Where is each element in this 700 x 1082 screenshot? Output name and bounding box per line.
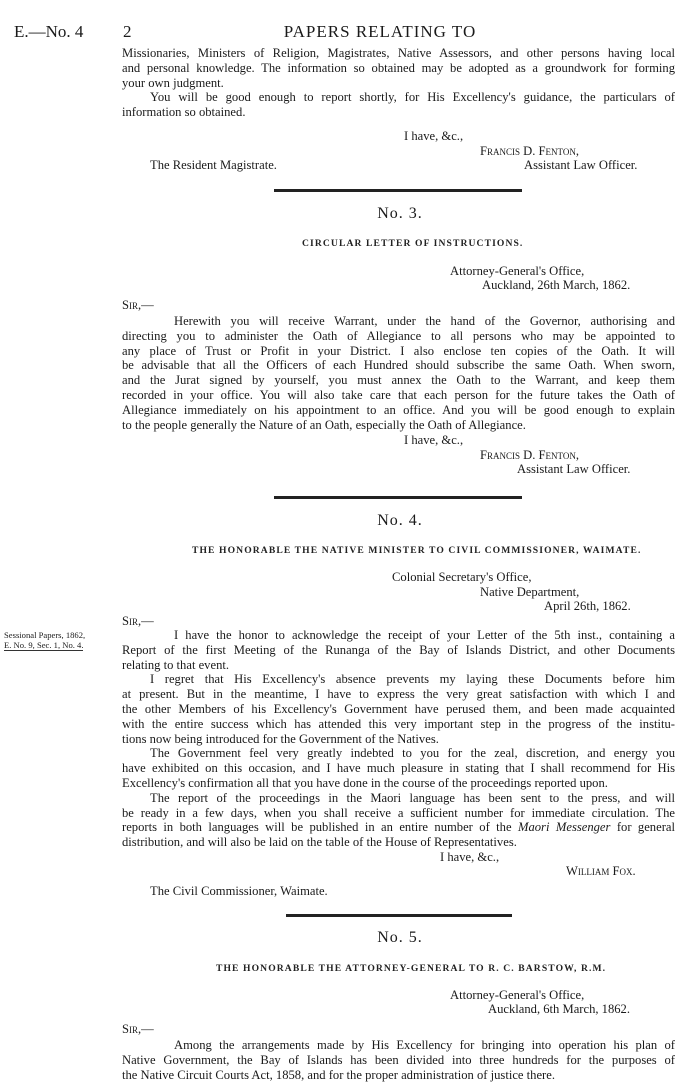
place-date: Auckland, 26th March, 1862. <box>482 278 631 292</box>
salutation: Sir,— <box>122 1022 154 1036</box>
text-line: and personal knowledge. The information so obtained may be adopted as a groundwork for forming <box>122 60 675 75</box>
text-line: Native Government, the Bay of Islands has been divided into three hundreds for the purposes of <box>122 1052 675 1067</box>
text-line: I regret that His Excellency's absence prevents my laying these Documents before him <box>150 672 675 687</box>
text-line: Report of the first Meeting of the Runanga of the Bay of Islands District, and other Documents <box>122 642 675 657</box>
office: Colonial Secretary's Office, <box>392 570 532 584</box>
text-line: Missionaries, Ministers of Religion, Magistrates, Native Assessors, and other persons having local <box>122 46 675 60</box>
closing: I have, &c., <box>440 850 500 864</box>
side-note-line: E. No. 9, Sec. 1, No. 4. <box>4 640 84 650</box>
text-line: any place of Trust or Profit in your District. I also enclose ten copies of the Oath. It will <box>122 343 675 358</box>
text-line: the other Members of his Excellency's Government have perused them, and been made acquainted <box>122 701 675 716</box>
publication-title: Maori Messenger <box>517 820 611 835</box>
signature: Francis D. Fenton, <box>480 144 580 158</box>
section-number: No. 3. <box>377 205 423 222</box>
salutation: Sir,— <box>122 614 154 628</box>
text-line: be advisable that all the Officers of each Hundred should subscribe the same Oath. When sworn, <box>122 358 675 373</box>
series-label: E.—No. 4 <box>14 22 84 41</box>
section-heading: THE HONORABLE THE NATIVE MINISTER TO CIVIL COMMISSIONER, WAIMATE. <box>192 545 642 556</box>
text-line: recorded in your office. You will also take care that each person for the future takes the Oath of <box>122 387 675 402</box>
section-number: No. 4. <box>377 512 423 529</box>
section-divider <box>274 189 522 192</box>
text-line: and the Jurat signed by yourself, you must annex the Oath to the Warrant, and keep them <box>122 373 675 388</box>
text-line: distribution, and will also be laid on the table of the House of Representatives. <box>122 835 517 850</box>
side-note <box>4 630 85 651</box>
text-line: have exhibited on this occasion, and I have much pleasure in stating that I shall recommend for His <box>122 761 675 776</box>
side-note-line: Sessional Papers, 1862, <box>4 630 86 640</box>
section-heading: CIRCULAR LETTER OF INSTRUCTIONS. <box>302 238 524 249</box>
text-span: for general <box>610 820 675 835</box>
section-divider <box>274 496 522 499</box>
page-title: PAPERS RELATING TO <box>283 22 477 41</box>
text-line: You will be good enough to report shortly, for His Excellency's guidance, the particulars of <box>150 90 675 105</box>
office: Attorney-General's Office, <box>450 264 585 278</box>
signature-title: Assistant Law Officer. <box>524 158 638 172</box>
department: Native Department, <box>480 585 580 599</box>
letter-body <box>122 314 675 432</box>
section-number: No. 5. <box>377 929 423 946</box>
text-line: to the people generally the Nature of an Oath, especially the Oath of Allegiance. <box>122 417 526 432</box>
section-heading: THE HONORABLE THE ATTORNEY-GENERAL TO R. C. BARSTOW, R.M. <box>216 963 607 974</box>
text-line: at present. But in the meantime, I have to express the very great satisfaction with which I and <box>122 687 675 702</box>
text-line: tions now being introduced for the Government of the Natives. <box>122 731 439 746</box>
signature: Francis D. Fenton, <box>480 448 580 462</box>
letter-body <box>122 628 675 850</box>
salutation: Sir,— <box>122 298 154 312</box>
text-line: Among the arrangements made by His Excellency for bringing into operation his plan of <box>174 1038 675 1052</box>
text-line: the Native Circuit Courts Act, 1858, and for the proper administration of justice there. <box>122 1067 555 1082</box>
text-line: with the entire success which has attended this very important step in the progress of the institu- <box>122 716 675 731</box>
closing: I have, &c., <box>404 433 464 447</box>
page-number: 2 <box>123 22 132 41</box>
text-line: Herewith you will receive Warrant, under the hand of the Governor, authorising and <box>174 314 675 328</box>
letter-body <box>122 1038 675 1082</box>
date: April 26th, 1862. <box>544 599 631 613</box>
section-divider <box>286 914 512 917</box>
signature-title: Assistant Law Officer. <box>517 462 631 476</box>
closing: I have, &c., <box>404 129 464 143</box>
signature: William Fox. <box>566 864 636 878</box>
text-line: information so obtained. <box>122 105 246 120</box>
text-line: The report of the proceedings in the Maori language has been sent to the press, and will <box>150 790 675 805</box>
text-span: reports in both languages will be published in an entire number of the <box>122 820 518 835</box>
text-line: your own judgment. <box>122 75 224 90</box>
text-line: The Government feel very greatly indebted to you for the zeal, discretion, and energy you <box>150 746 675 761</box>
office: Attorney-General's Office, <box>450 988 585 1002</box>
place-date: Auckland, 6th March, 1862. <box>488 1002 630 1016</box>
text-line: Allegiance immediately on his appointment to an office. And you will be good enough to explain <box>122 402 675 417</box>
text-line: Excellency's confirmation all that you have done in the course of the proceedings reported upon. <box>122 775 608 790</box>
text-line: I have the honor to acknowledge the receipt of your Letter of the 5th inst., containing a <box>174 628 675 642</box>
intro-paragraph <box>122 46 675 120</box>
addressee: The Civil Commissioner, Waimate. <box>150 884 328 898</box>
addressee: The Resident Magistrate. <box>150 158 277 172</box>
text-line: relating to that event. <box>122 657 230 672</box>
text-line <box>122 820 675 835</box>
text-line: be ready in a few days, when you shall receive a sufficient number for immediate circulation. The <box>122 805 675 820</box>
text-line: directing you to administer the Oath of Allegiance to all persons who may be appointed to <box>122 328 675 343</box>
